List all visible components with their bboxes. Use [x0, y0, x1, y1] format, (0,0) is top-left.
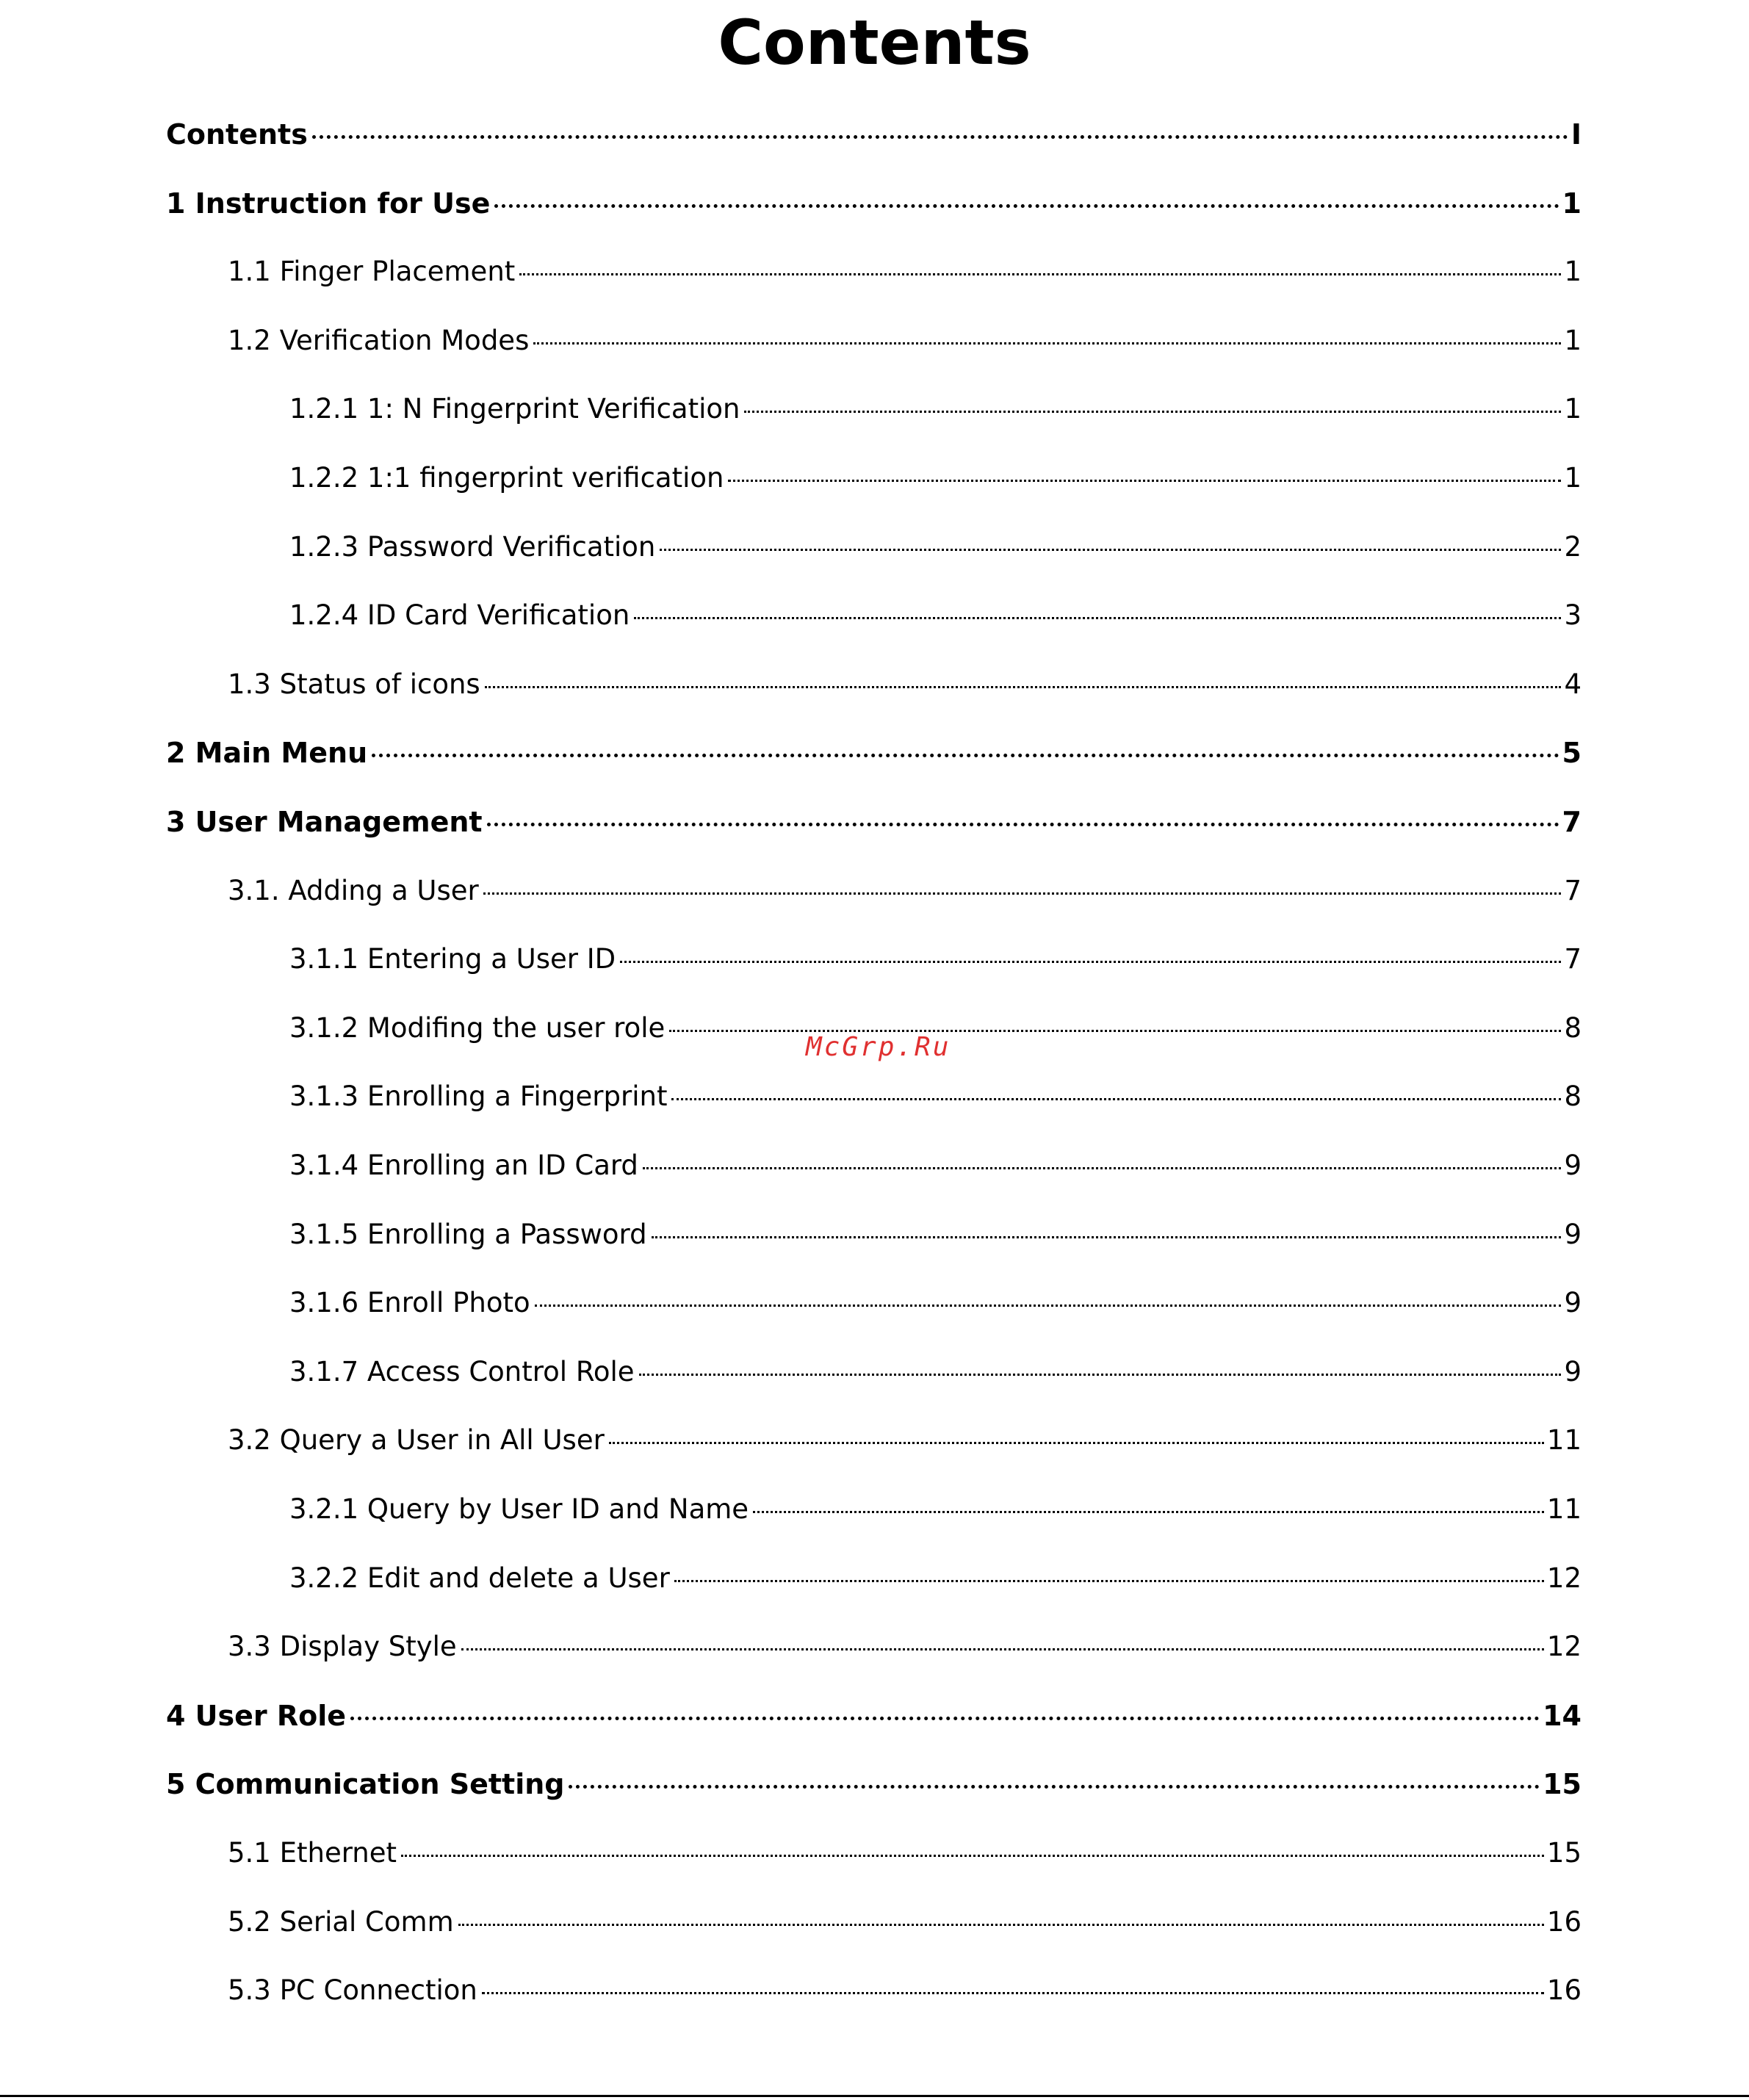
toc-entry-page-number: 4	[1564, 668, 1582, 700]
toc-entry-title: 3.2.1 Query by User ID and Name	[289, 1493, 749, 1525]
toc-entry-page-number: 9	[1564, 1355, 1582, 1388]
toc-entry-title: 3.1.7 Access Control Role	[289, 1355, 635, 1388]
toc-entry[interactable]	[289, 525, 1582, 569]
toc-dot-leader	[744, 411, 1561, 413]
toc-entry-page-number: 7	[1562, 806, 1582, 838]
toc-entry[interactable]	[228, 663, 1582, 707]
toc-entry[interactable]	[289, 387, 1582, 431]
toc-dot-leader	[674, 1580, 1544, 1582]
toc-entry[interactable]	[289, 1556, 1582, 1601]
toc-dot-leader	[312, 135, 1568, 139]
toc-dot-leader	[660, 549, 1561, 551]
toc-entry-page-number: 9	[1564, 1218, 1582, 1250]
toc-entry[interactable]	[289, 1075, 1582, 1119]
toc-entry-title: 3.3 Display Style	[228, 1631, 457, 1663]
toc-entry[interactable]	[228, 869, 1582, 913]
toc-entry-page-number: 11	[1546, 1493, 1582, 1525]
toc-entry[interactable]	[228, 1831, 1582, 1875]
toc-entry[interactable]	[289, 456, 1582, 500]
toc-dot-leader	[669, 1030, 1561, 1032]
toc-entry-title: 3.1.5 Enrolling a Password	[289, 1218, 647, 1250]
toc-entry-title: 1.2.4 ID Card Verification	[289, 599, 630, 632]
toc-entry-page-number: 11	[1546, 1424, 1582, 1457]
toc-entry-page-number: 15	[1546, 1837, 1582, 1869]
toc-entry-page-number: 16	[1546, 1974, 1582, 2007]
toc-dot-leader	[458, 1924, 1544, 1926]
toc-entry-page-number: I	[1571, 118, 1582, 151]
toc-entry-page-number: 8	[1564, 1011, 1582, 1044]
toc-entry-title: 2 Main Menu	[166, 737, 368, 770]
toc-entry-title: 1.3 Status of icons	[228, 668, 480, 700]
toc-entry-title: 5.2 Serial Comm	[228, 1905, 454, 1938]
toc-entry[interactable]	[289, 1213, 1582, 1257]
toc-dot-leader	[482, 1992, 1544, 1994]
toc-entry-page-number: 16	[1546, 1905, 1582, 1938]
toc-entry-title: 3 User Management	[166, 806, 483, 838]
toc-entry-title: 3.1.6 Enroll Photo	[289, 1287, 530, 1319]
toc-entry-title: 5.1 Ethernet	[228, 1837, 397, 1869]
toc-entry-page-number: 1	[1564, 324, 1582, 356]
toc-dot-leader	[652, 1236, 1562, 1238]
toc-entry[interactable]	[166, 1762, 1582, 1806]
watermark: McGrp.Ru	[806, 1032, 951, 1062]
toc-entry-page-number: 9	[1564, 1150, 1582, 1181]
toc-entry-title: 1.2.1 1: N Fingerprint Verification	[289, 393, 740, 425]
toc-entry-page-number: 5	[1562, 737, 1582, 770]
toc-entry-page-number: 1	[1564, 462, 1582, 494]
toc-dot-leader	[461, 1648, 1544, 1650]
toc-entry[interactable]	[289, 593, 1582, 638]
toc-entry[interactable]	[228, 1625, 1582, 1669]
toc-entry-title: 3.1. Adding a User	[228, 874, 479, 906]
toc-dot-leader	[620, 961, 1561, 963]
toc-entry-title: 1.1 Finger Placement	[228, 256, 516, 288]
toc-entry-page-number: 2	[1564, 530, 1582, 563]
toc-entry[interactable]	[228, 250, 1582, 294]
toc-entry-page-number: 7	[1564, 943, 1582, 975]
toc-entry-page-number: 7	[1564, 874, 1582, 906]
toc-dot-leader	[372, 754, 1559, 757]
toc-entry-title: 5.3 PC Connection	[228, 1974, 477, 2007]
toc-entry-title: 3.2 Query a User in All User	[228, 1424, 605, 1457]
toc-entry-title: 3.1.1 Entering a User ID	[289, 943, 616, 975]
toc-entry-page-number: 9	[1564, 1287, 1582, 1319]
toc-entry-title: 1 Instruction for Use	[166, 187, 491, 220]
toc-entry-page-number: 12	[1546, 1631, 1582, 1663]
toc-entry[interactable]	[228, 319, 1582, 363]
toc-dot-leader	[535, 1305, 1562, 1307]
toc-dot-leader	[609, 1442, 1544, 1444]
page-title: Contents	[718, 7, 1031, 79]
toc-entry-title: 5 Communication Setting	[166, 1768, 565, 1801]
toc-dot-leader	[401, 1855, 1544, 1857]
toc-entry[interactable]	[228, 1418, 1582, 1462]
toc-entry[interactable]	[166, 112, 1582, 156]
toc-dot-leader	[485, 686, 1562, 688]
toc-entry-page-number: 1	[1564, 393, 1582, 425]
toc-entry-title: 3.1.4 Enrolling an ID Card	[289, 1150, 638, 1181]
toc-entry[interactable]	[166, 1694, 1582, 1738]
toc-entry-title: 1.2.3 Password Verification	[289, 530, 656, 563]
toc-entry[interactable]	[289, 1487, 1582, 1531]
toc-entry-title: 3.1.3 Enrolling a Fingerprint	[289, 1080, 668, 1113]
toc-entry[interactable]	[289, 1350, 1582, 1394]
toc-entry-page-number: 12	[1546, 1562, 1582, 1594]
toc-entry[interactable]	[228, 1900, 1582, 1944]
toc-dot-leader	[569, 1785, 1540, 1789]
toc-entry-title: Contents	[166, 118, 308, 151]
toc-dot-leader	[350, 1717, 1540, 1720]
toc-entry[interactable]	[289, 1144, 1582, 1188]
toc-dot-leader	[728, 480, 1561, 482]
toc-entry-page-number: 15	[1543, 1768, 1582, 1801]
toc-entry[interactable]	[289, 1281, 1582, 1325]
toc-entry-title: 1.2.2 1:1 fingerprint verification	[289, 462, 724, 494]
toc-entry[interactable]	[289, 937, 1582, 981]
toc-dot-leader	[634, 617, 1561, 619]
toc-dot-leader	[519, 273, 1561, 275]
toc-entry-title: 3.1.2 Modifing the user role	[289, 1011, 666, 1044]
toc-dot-leader	[753, 1511, 1544, 1513]
toc-entry-title: 3.2.2 Edit and delete a User	[289, 1562, 670, 1594]
toc-entry-page-number: 3	[1564, 599, 1582, 632]
toc-entry-page-number: 1	[1564, 256, 1582, 288]
toc-entry[interactable]	[166, 800, 1582, 844]
toc-dot-leader	[639, 1374, 1562, 1376]
toc-entry-title: 1.2 Verification Modes	[228, 324, 530, 356]
toc-entry-page-number: 1	[1562, 187, 1582, 220]
toc-entry[interactable]	[228, 1969, 1582, 2013]
page-bottom-rule	[0, 2095, 1749, 2097]
toc-dot-leader	[643, 1167, 1562, 1169]
toc-dot-leader	[671, 1098, 1561, 1100]
toc-entry-page-number: 14	[1543, 1699, 1582, 1732]
toc-entry[interactable]	[166, 731, 1582, 775]
toc-entry-title: 4 User Role	[166, 1699, 347, 1732]
toc-dot-leader	[487, 823, 1559, 826]
toc-dot-leader	[483, 892, 1562, 895]
toc-entry-page-number: 8	[1564, 1080, 1582, 1113]
toc-dot-leader	[494, 204, 1559, 208]
toc-dot-leader	[533, 342, 1561, 344]
toc-entry[interactable]	[166, 181, 1582, 225]
